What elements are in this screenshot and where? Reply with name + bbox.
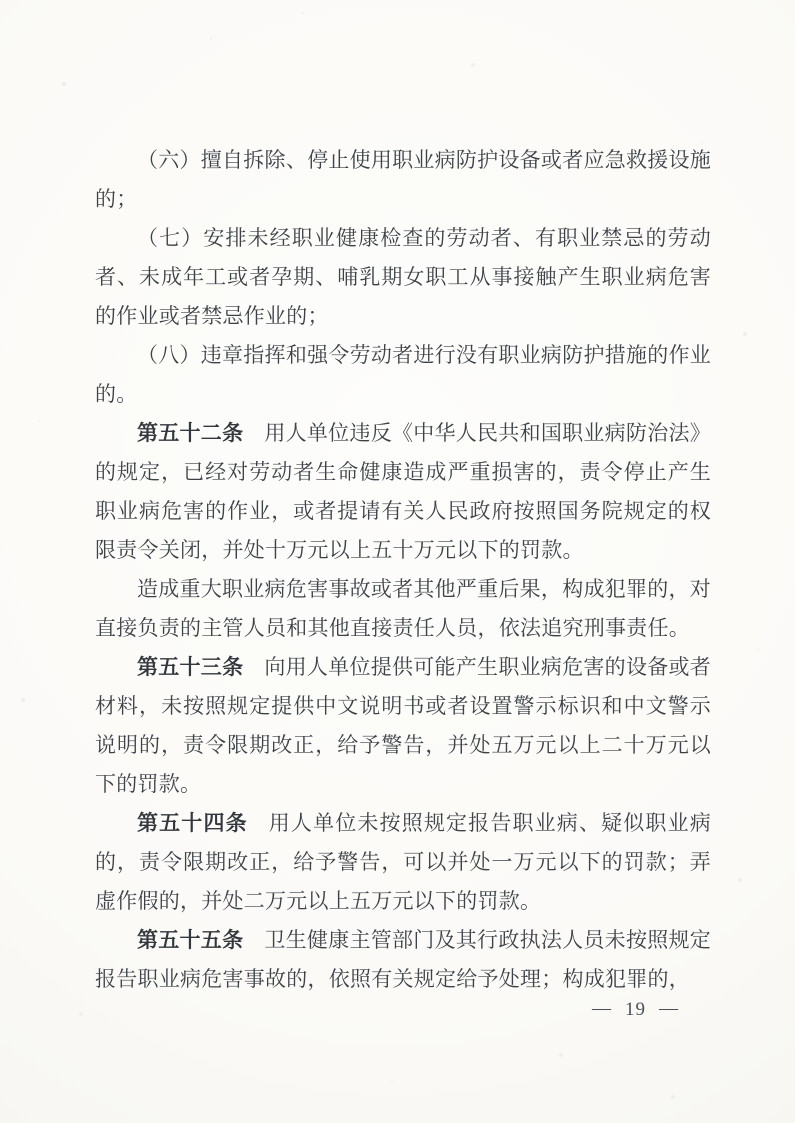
article-number: 第五十二条 (137, 421, 244, 445)
paragraph-article-54 (95, 804, 711, 921)
folio-number: 19 (625, 999, 646, 1020)
paragraph-article-52-cont (95, 570, 711, 648)
document-body (95, 141, 711, 999)
paragraph-item-6 (95, 141, 711, 219)
folio-left-dash: — (592, 998, 612, 1019)
paragraph-article-53 (95, 648, 711, 804)
scan-noise-speckles (0, 0, 2, 2)
paragraph-article-55 (95, 921, 711, 999)
paragraph-text: 造成重大职业病危害事故或者其他严重后果，构成犯罪的，对直接负责的主管人员和其他直接责任人员，依法追究刑事责任。 (95, 577, 711, 640)
paragraph-text: 用人单位违反《中华人民共和国职业病防治法》的规定，已经对劳动者生命健康造成严重损害的，责令停止产生职业病危害的作业，或者提请有关人民政府按照国务院规定的权限责令关闭，并处十万元以上五十万元以下的罚款。 (95, 421, 712, 562)
paragraph-article-52 (95, 414, 711, 570)
paragraph-text: 卫生健康主管部门及其行政执法人员未按照规定报告职业病危害事故的，依照有关规定给予处理；构成犯罪的， (95, 928, 712, 991)
paragraph-item-7 (95, 219, 711, 336)
paragraph-text: （六）擅自拆除、停止使用职业病防护设备或者应急救援设施的； (95, 148, 711, 211)
paragraph-text: 向用人单位提供可能产生职业病危害的设备或者材料，未按照规定提供中文说明书或者设置警示标识和中文警示说明的，责令限期改正，给予警告，并处五万元以上二十万元以下的罚款。 (95, 655, 712, 796)
article-number: 第五十五条 (137, 928, 244, 952)
paragraph-text: 用人单位未按照规定报告职业病、疑似职业病的，责令限期改正，给予警告，可以并处一万元以下的罚款；弄虚作假的，并处二万元以上五万元以下的罚款。 (95, 811, 711, 913)
paragraph-item-8 (95, 336, 711, 414)
paragraph-text: （八）违章指挥和强令劳动者进行没有职业病防护措施的作业的。 (95, 343, 711, 406)
page-number (592, 999, 679, 1021)
paragraph-text: （七）安排未经职业健康检查的劳动者、有职业禁忌的劳动者、未成年工或者孕期、哺乳期女职工从事接触产生职业病危害的作业或者禁忌作业的； (95, 226, 711, 328)
article-number: 第五十四条 (137, 811, 248, 835)
article-number: 第五十三条 (137, 655, 244, 679)
folio-right-dash: — (659, 998, 679, 1019)
